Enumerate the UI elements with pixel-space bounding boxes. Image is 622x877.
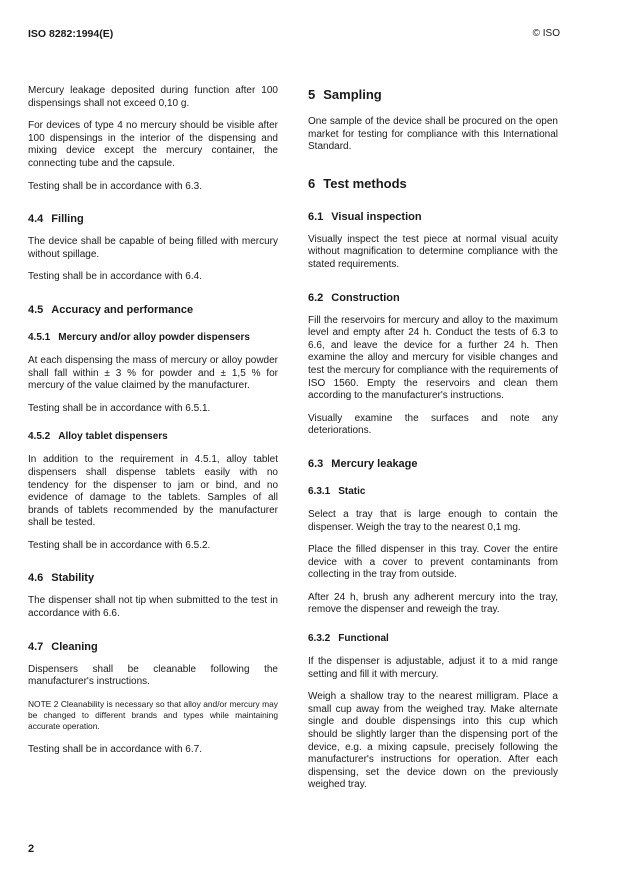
section-heading-4-5-1: 4.5.1 Mercury and/or alloy powder dispensers (28, 331, 250, 343)
paragraph: Testing shall be in accordance with 6.5.1. (28, 402, 211, 414)
paragraph: Fill the reservoirs for mercury and alloy to the maximum level and empty after 24 h. Conduct the tests of 6.3 to 6.6, and leave the device for a further 24 h. Then examine the alloy and mercury for visible changes and test the mercury for compliance with the requirements of ISO 1560. Empty the reservoirs and clean them according to the manufacturer's instructions. (308, 314, 558, 402)
section-heading-6: 6 Test methods (308, 175, 407, 191)
section-heading-4-6: 4.6 Stability (28, 572, 95, 585)
paragraph: Testing shall be in accordance with 6.5.2. (28, 539, 211, 551)
paragraph: Place the filled dispenser in this tray. Cover the entire device with a cover to prevent contaminants from collecting in the tray from outside. (308, 544, 558, 581)
section-heading-4-4: 4.4 Filling (28, 213, 84, 226)
paragraph: Select a tray that is large enough to contain the dispenser. Weigh the tray to the nearest 0,1 mg. (308, 508, 558, 533)
paragraph: One sample of the device shall be procured on the open market for testing for compliance with this International Standard. (308, 116, 558, 153)
section-heading-5: 5 Sampling (308, 87, 382, 102)
section-heading-6-3-1: 6.3.1 Static (308, 485, 366, 497)
paragraph: Testing shall be in accordance with 6.3. (28, 180, 202, 192)
running-header-right: © ISO (532, 28, 560, 39)
section-heading-6-1: 6.1 Visual inspection (308, 210, 422, 223)
running-header-left: ISO 8282:1994(E) (28, 28, 114, 40)
paragraph: If the dispenser is adjustable, adjust it to a mid range setting and fill it with mercury. (308, 656, 558, 680)
section-heading-6-2: 6.2 Construction (308, 291, 400, 304)
paragraph: Mercury leakage deposited during function after 100 dispensings shall not exceed 0,10 g. (28, 85, 278, 109)
section-heading-4-7: 4.7 Cleaning (28, 640, 98, 653)
left-column (28, 85, 278, 766)
paragraph: At each dispensing the mass of mercury or alloy powder shall fall within ± 3 % for powder and ± 1,5 % for mercury of the value claimed by the manufacturer. (28, 354, 278, 392)
paragraph: The dispenser shall not tip when submitted to the test in accordance with 6.6. (28, 595, 278, 620)
note: NOTE 2 Cleanability is necessary so that alloy and/or mercury may be changed to different brands and types while maintaining accurate operation. (28, 698, 278, 731)
paragraph: Weigh a shallow tray to the nearest milligram. Place a small cup away from the weighed tray. Make alternate single and double dispensings into this cup which should be slightly larger than the dispensing port of the device, e.g. a mixing capsule, precisely following the manufacturer's instructions for operation. After each dispensing, set the device down on the previously weighed tray. (308, 691, 558, 791)
section-heading-4-5-2: 4.5.2 Alloy tablet dispensers (28, 431, 168, 443)
paragraph: Testing shall be in accordance with 6.4. (28, 271, 202, 283)
paragraph: Visually examine the surfaces and note any deteriorations. (308, 412, 558, 437)
page-number: 2 (28, 843, 35, 855)
paragraph: The device shall be capable of being filled with mercury without spillage. (28, 236, 278, 260)
right-column (308, 85, 558, 802)
paragraph: In addition to the requirement in 4.5.1, alloy tablet dispensers shall dispense tablets easily with no tendency for the dispenser to jam or bind, and no evidence of damage to the tablets. Samples of all brands of tablets recommended by the manufacturer shall be tested. (28, 454, 278, 529)
section-heading-4-5: 4.5 Accuracy and performance (28, 303, 194, 316)
paragraph: Visually inspect the test piece at normal visual acuity without magnification to determine compliance with the stated requirements. (308, 233, 558, 270)
section-heading-6-3: 6.3 Mercury leakage (308, 457, 418, 470)
paragraph: Testing shall be in accordance with 6.7. (28, 743, 202, 755)
paragraph: For devices of type 4 no mercury should be visible after 100 dispensings in the interior of the dispensing and mixing device except the mercury container, the connecting tube and the capsule. (28, 120, 278, 169)
paragraph: After 24 h, brush any adherent mercury into the tray, remove the dispenser and reweigh the tray. (308, 591, 558, 616)
paragraph: Dispensers shall be cleanable following the manufacturer's instructions. (28, 663, 278, 688)
section-heading-6-3-2: 6.3.2 Functional (308, 633, 389, 645)
